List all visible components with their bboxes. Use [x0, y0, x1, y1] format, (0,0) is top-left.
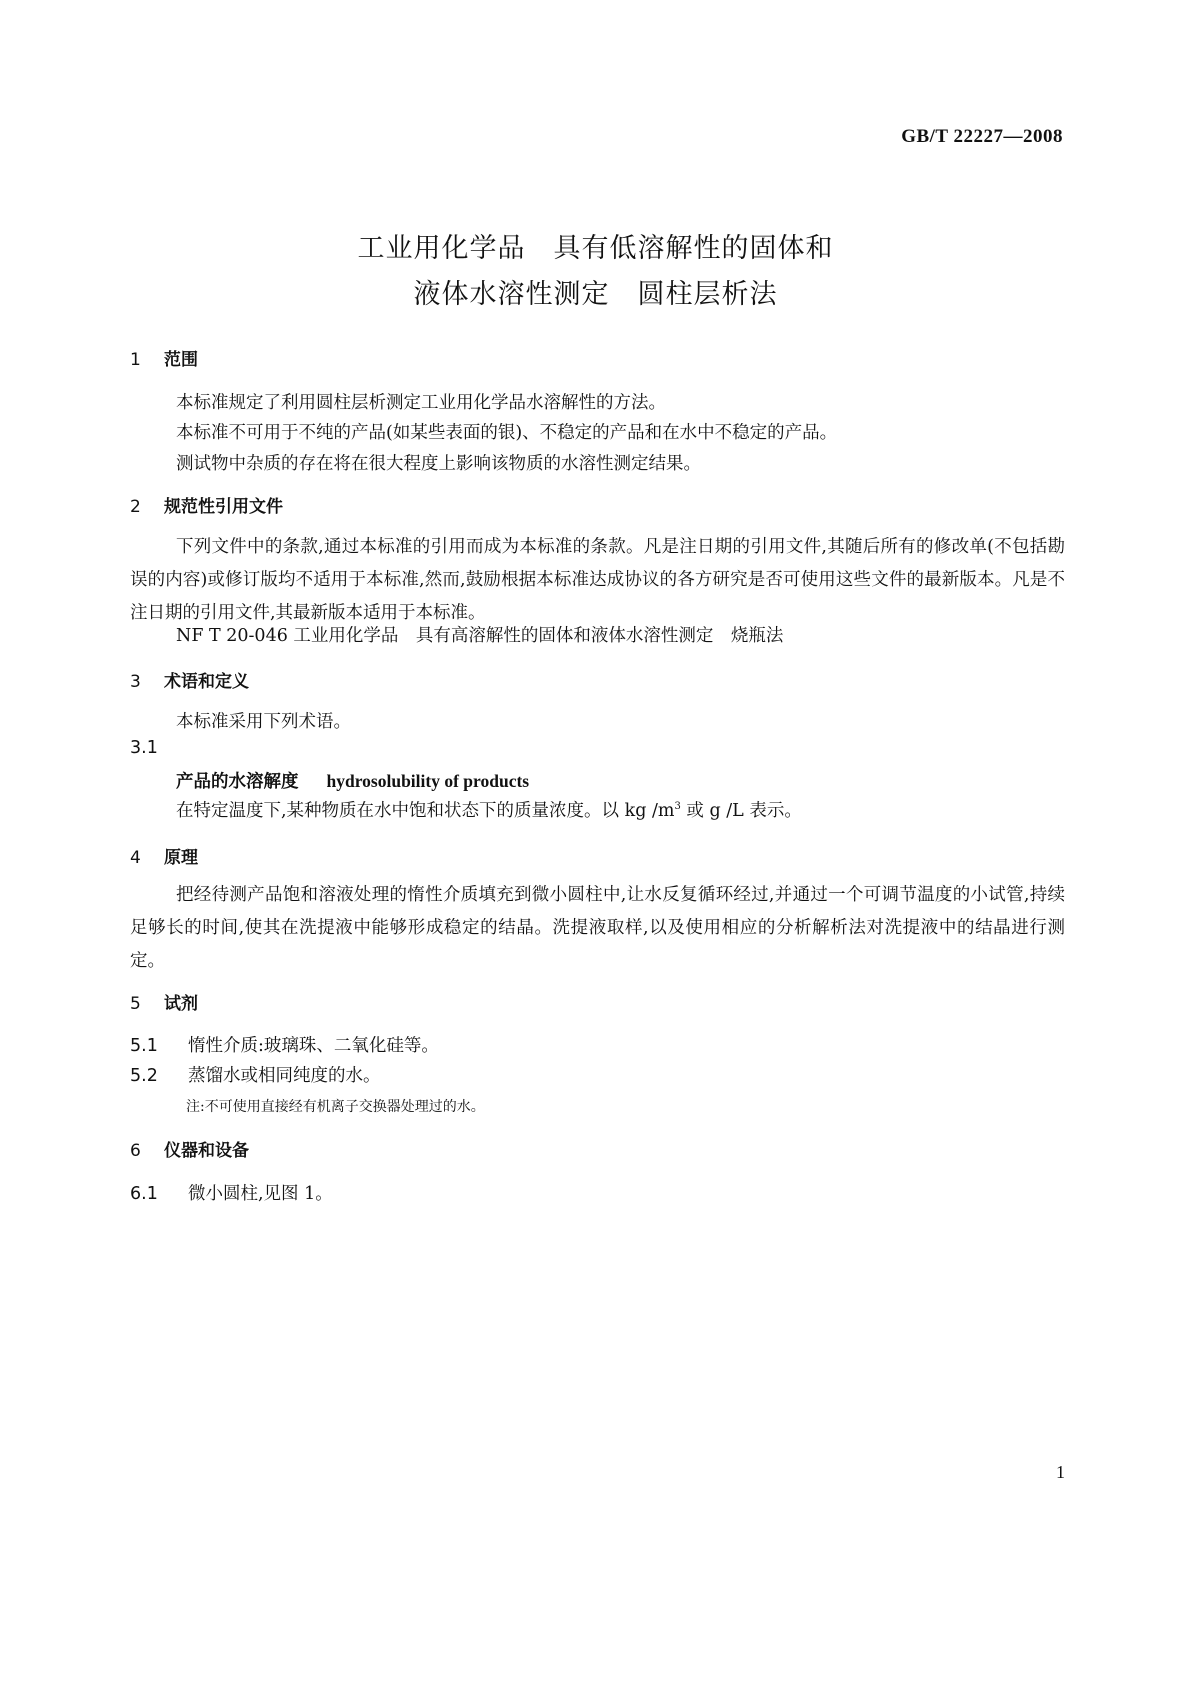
section-6-item-1-number: 6.1	[130, 1184, 158, 1204]
section-2-title: 规范性引用文件	[164, 497, 283, 517]
term-chinese: 产品的水溶解度	[176, 772, 299, 792]
term-line	[176, 768, 529, 793]
section-5-item-2	[130, 1062, 381, 1087]
section-5-item-2-text: 蒸馏水或相同纯度的水。	[188, 1066, 381, 1086]
section-6-title: 仪器和设备	[164, 1141, 249, 1161]
section-2-heading	[130, 492, 283, 517]
title-line-1	[0, 226, 1191, 272]
section-1-para-2: 本标准不可用于不纯的产品(如某些表面的银)、不稳定的产品和在水中不稳定的产品。	[176, 423, 838, 443]
section-5-number: 5	[130, 994, 141, 1014]
section-1-para-1: 本标准规定了利用圆柱层析测定工业用化学品水溶解性的方法。	[176, 393, 666, 413]
section-2-para-1: 下列文件中的条款,通过本标准的引用而成为本标准的条款。凡是注日期的引用文件,其随后所有的修改单(不包括勘误的内容)或修订版均不适用于本标准,然而,鼓励根据本标准达成协议的各方研究是否可使用这些文件的最新版本。凡是不注日期的引用文件,其最新版本适用于本标准。	[130, 537, 1065, 623]
section-6-item-1	[130, 1180, 333, 1205]
section-4-heading	[130, 843, 198, 868]
section-5-item-1-number: 5.1	[130, 1036, 158, 1056]
section-1-number: 1	[130, 350, 141, 370]
subsection-3-1-number: 3.1	[130, 738, 158, 758]
section-5-item-1	[130, 1032, 439, 1057]
section-4-para-1: 把经待测产品饱和溶液处理的惰性介质填充到微小圆柱中,让水反复循环经过,并通过一个可调节温度的小试管,持续足够长的时间,使其在洗提液中能够形成稳定的结晶。洗提液取样,以及使用相应的分析解析法对洗提液中的结晶进行测定。	[130, 885, 1065, 971]
section-6-heading	[130, 1136, 249, 1161]
title-line-1-part-a: 工业用化学品	[357, 233, 526, 264]
title-line-2	[0, 272, 1191, 318]
section-5-note: 注:不可使用直接经有机离子交换器处理过的水。	[186, 1099, 485, 1115]
section-4-number: 4	[130, 848, 141, 868]
section-3-title: 术语和定义	[164, 672, 249, 692]
section-6-item-1-text: 微小圆柱,见图 1。	[188, 1184, 333, 1204]
section-3-heading	[130, 667, 249, 692]
section-4-title: 原理	[164, 848, 198, 868]
title-line-1-part-b: 具有低溶解性的固体和	[553, 233, 834, 264]
section-3-para-1: 本标准采用下列术语。	[176, 712, 351, 732]
section-1-para-3: 测试物中杂质的存在将在很大程度上影响该物质的水溶性测定结果。	[176, 454, 701, 474]
section-5-title: 试剂	[164, 994, 198, 1014]
term-english: hydrosolubility of products	[326, 771, 530, 791]
term-definition-post: 或 g /L 表示。	[680, 801, 802, 821]
section-3-number: 3	[130, 672, 141, 692]
title-line-2-part-b: 圆柱层析法	[637, 279, 778, 310]
section-5-item-1-text: 惰性介质:玻璃珠、二氧化硅等。	[188, 1036, 439, 1056]
page-number: 1	[1056, 1462, 1065, 1482]
term-definition-pre: 在特定温度下,某种物质在水中饱和状态下的质量浓度。以 kg /m	[176, 801, 675, 821]
term-definition-superscript: 3	[674, 801, 681, 813]
section-5-item-2-number: 5.2	[130, 1066, 158, 1086]
section-1-heading	[130, 345, 198, 370]
section-5-heading	[130, 989, 198, 1014]
section-2-reference: NF T 20-046 工业用化学品 具有高溶解性的固体和液体水溶性测定 烧瓶法	[176, 626, 784, 646]
section-2-number: 2	[130, 497, 141, 517]
title-line-2-part-a: 液体水溶性测定	[413, 279, 610, 310]
section-1-title: 范围	[164, 350, 198, 370]
term-definition	[176, 797, 802, 822]
document-title	[0, 226, 1191, 318]
section-6-number: 6	[130, 1141, 141, 1161]
standard-code: GB/T 22227—2008	[901, 126, 1063, 147]
